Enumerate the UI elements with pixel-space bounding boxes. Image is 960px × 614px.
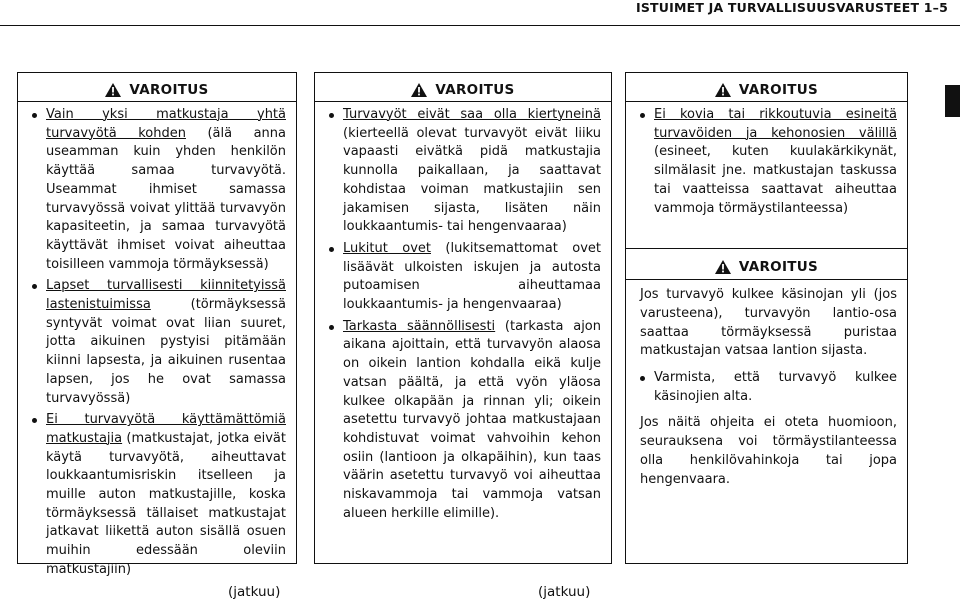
warning-heading [626,73,907,101]
page-header-title: ISTUIMET JA TURVALLISUUSVARUSTEET 1–5 [635,0,948,15]
list-item [640,106,897,218]
item-emphasis: Tarkasta säännöllisesti [343,318,496,334]
list-item [329,240,601,315]
continued-note-1: (jatkuu) [228,584,281,600]
item-emphasis: Vain yksi matkustaja yhtä turvavyötä kohden [46,107,286,141]
warning-heading [315,73,611,101]
item-text: (älä anna useamman kuin yhden henkilön käyttää samaa turvavyötä. Useammat ihmiset samassa turvavyössä voivat ylittää turvavyön kapasiteetin, ja samaa turvavyötä käyttävät ihmiset voivat aiheuttaa toisilleen vammoja törmäyksessä) [46,125,286,272]
warning-paragraph: Jos näitä ohjeita ei oteta huomioon, seurauksena voi törmäystilanteessa olla henkilövahinkoja tai jopa hengenvaara. [640,415,897,487]
list-item [32,277,286,408]
warning-triangle-icon [715,260,731,274]
warning-label: VAROITUS [129,82,209,98]
warning-box-1 [17,72,297,577]
list-item [329,106,601,237]
item-text: Varmista, että turvavyö kulkee käsinojien alta. [654,370,897,404]
header-rule [0,25,960,26]
list-item [329,318,601,524]
continued-note-2: (jatkuu) [538,584,591,600]
warning-triangle-icon [715,83,731,97]
item-text: (lukitsemattomat ovet lisäävät ulkoisten iskujen ja autosta putoamisen aiheuttamaa loukkaantumis- ja hengenvaaraa) [343,240,601,313]
warning-label: VAROITUS [435,82,515,98]
warning-heading [18,73,296,101]
section-tab-marker [945,85,960,117]
item-emphasis: Lapset turvallisesti kiinnitetyissä lastenistuimissa [46,278,286,313]
warning-paragraph: Jos turvavyö kulkee käsinojan yli (jos varusteena), turvavyön lantio-osa saattaa törmäyksessä puristaa matkustajan vatsaa lantion sijasta. [640,287,897,359]
item-emphasis: Ei turvavyötä käyttämättömiä matkustajia [46,412,286,446]
warning-label: VAROITUS [738,259,819,276]
list-item [640,369,897,406]
warning-box-2 [314,72,612,564]
item-text: (tarkasta ajon aikana ajoittain, että turvavyön alaosa on oikein lantion kohdalla eikä kulje vatsan päältä, ja että vyön yläosa kulkee olkapään ja rinnan yli; oikein asetettu turvavyö johtaa matkustajaan kohdistuvat voimat vahvoihin kehon osiin (lantioon ja olkapäihin), kun taas väärin asetettu turvavyö voi aiheuttaa niskavammoja tai vammoja vatsan alueen herkille elimille). [343,318,601,521]
warning-rule [626,248,907,249]
list-item [32,106,286,274]
item-emphasis: Turvavyöt eivät saa olla kiertyneinä [343,107,601,122]
warning-triangle-icon [411,83,427,97]
warning-triangle-icon [105,83,121,97]
item-emphasis: Ei kovia tai rikkoutuvia esineitä turvavöiden ja kehonosien välillä [654,107,897,141]
warning-box-3 [625,72,908,564]
item-text: (kierteellä olevat turvavyöt eivät liiku vapaasti eivätkä pidä matkustajia kunnolla paikallaan, ja saattavat kohdistaa voiman matkustajiin sen jakamisen sijasta, lisäten näin loukkaantumis- tai hengenvaaraa) [343,125,601,235]
item-text: (esineet, kuten kuulakärkikynät, silmälasit jne. matkustajan taskussa tai vaatteissa saattavat aiheuttaa vammoja törmäystilanteessa) [654,144,897,216]
warning-heading [626,255,907,279]
list-item [32,411,286,579]
item-text: (matkustajat, jotka eivät käytä turvavyötä, aiheuttavat loukkaantumisriskin itselleen ja muille auton matkustajille, koska törmäyksessä tällaiset matkustajat jatkavat liikettä auton sisällä osuen muihin edessään oleviin matkustajiin) [46,430,286,577]
warning-label: VAROITUS [738,82,819,98]
item-emphasis: Lukitut ovet [343,240,431,256]
item-text: (törmäyksessä syntyvät voimat ovat liian suuret, jotta aikuinen pystyisi pitämään kiinni lapsesta, ja aikuinen rusentaa lapsen, jos he ovat samassa turvavyössä) [46,297,286,406]
